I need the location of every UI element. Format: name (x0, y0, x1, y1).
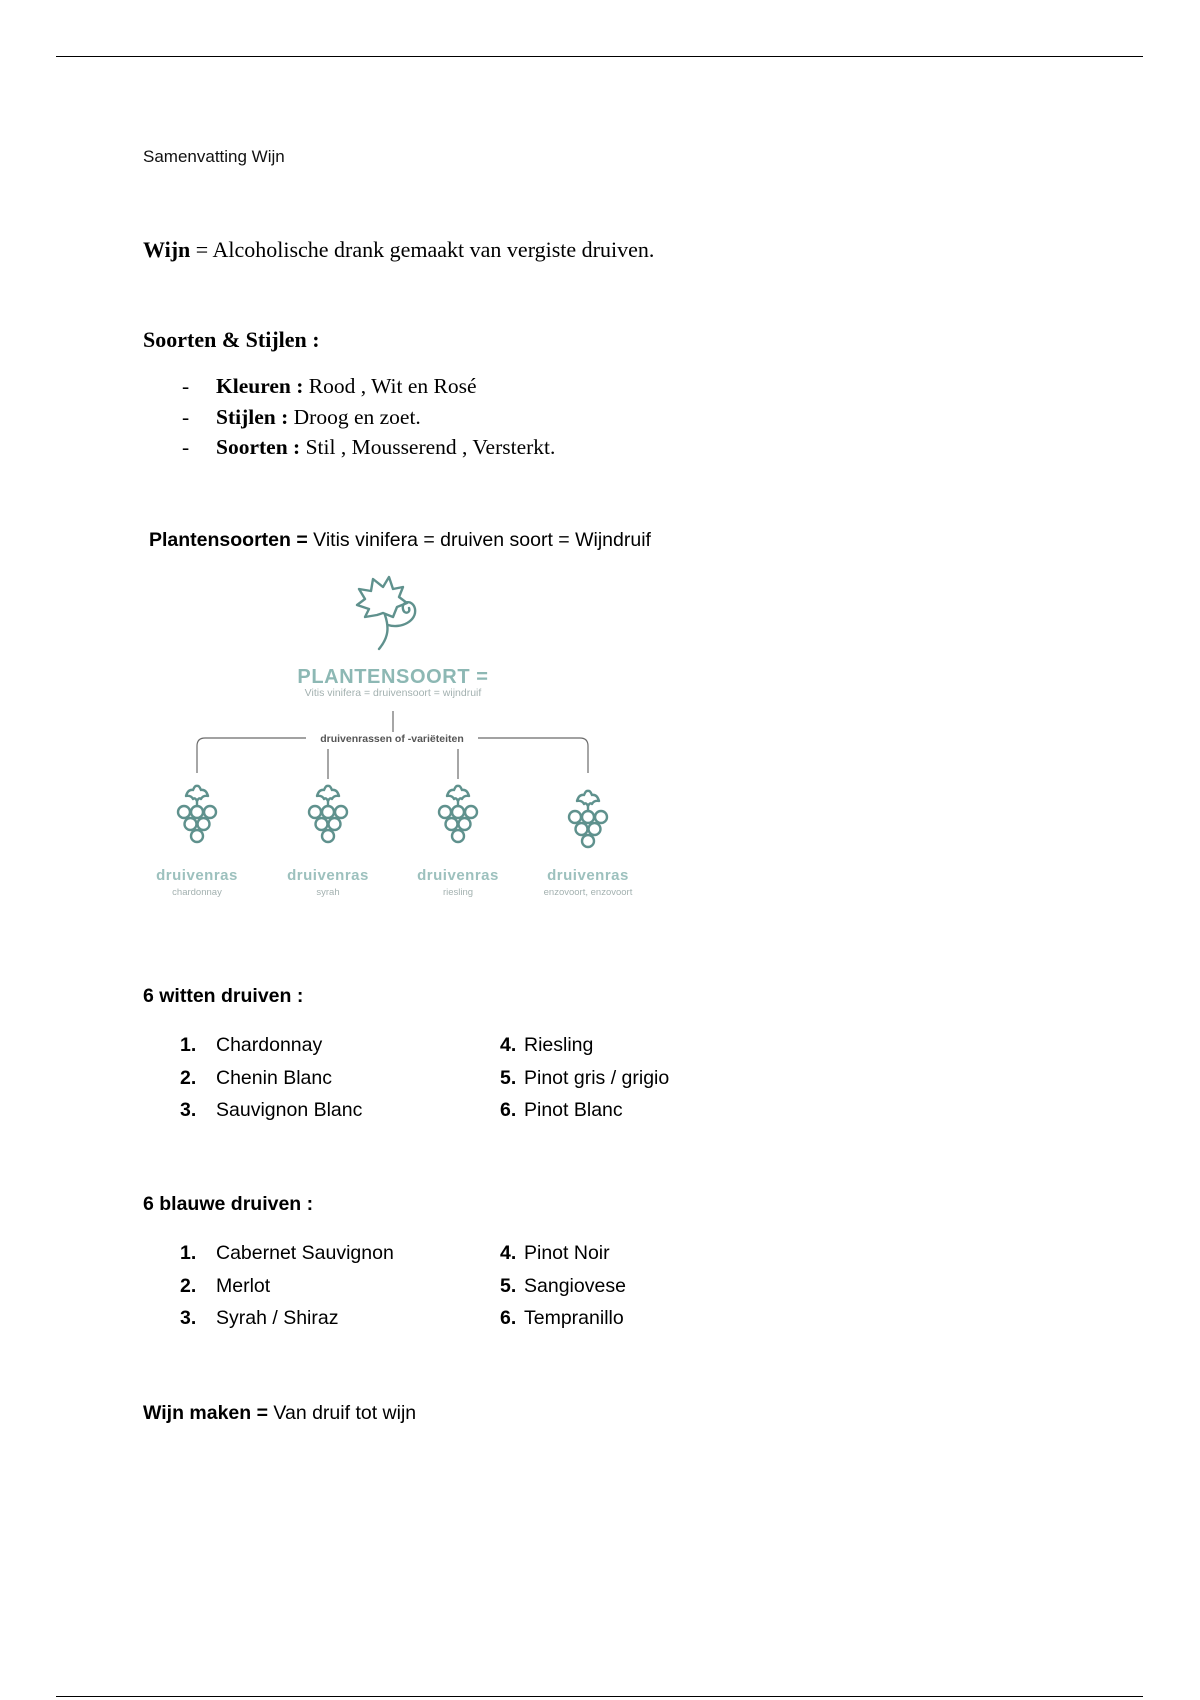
grape-bunch-icon (569, 791, 607, 847)
list-item-text: Droog en zoet. (293, 404, 421, 429)
list-number: 1. (180, 1034, 197, 1056)
blue-grapes-heading: 6 blauwe druiven : (143, 1193, 314, 1215)
list-number: 2. (180, 1066, 197, 1089)
list-item (180, 1237, 394, 1269)
list-item-label: Kleuren : (216, 374, 304, 398)
soorten-heading: Soorten & Stijlen : (143, 327, 320, 352)
list-number: 3. (180, 1099, 197, 1121)
diagram-title: PLANTENSOORT = (297, 666, 489, 688)
list-item-content (216, 371, 477, 402)
footer-rule (56, 1696, 1143, 1697)
connector-line (478, 738, 588, 773)
vine-leaf-icon (357, 577, 415, 649)
bullet-marker: - (182, 404, 190, 429)
variety-example: riesling (442, 887, 474, 898)
branch-label: druivenrassen of -variëteiten (320, 733, 464, 745)
list-item-content (216, 432, 555, 463)
list-number: 3. (180, 1307, 197, 1329)
list-item (500, 1270, 626, 1302)
list-item (0, 371, 700, 402)
list-item (180, 1270, 270, 1302)
list-item-label: Soorten : (216, 435, 301, 459)
variety-example: enzovoort, enzovoort (543, 887, 633, 898)
definition-term: Wijn (143, 237, 191, 262)
grape-name: Pinot Noir (524, 1242, 610, 1264)
list-number: 6. (500, 1099, 517, 1121)
list-item (0, 432, 700, 463)
grape-name: Pinot Blanc (524, 1099, 623, 1121)
variety-label: druivenras (417, 867, 499, 884)
grape-bunch-icon (178, 786, 216, 842)
plantensoorten-line (149, 528, 651, 552)
list-item-label: Stijlen : (216, 404, 289, 429)
list-item (180, 1094, 362, 1126)
white-grapes-list (0, 1029, 800, 1129)
list-item-content (216, 402, 421, 433)
connector-line (197, 738, 306, 773)
list-number: 4. (500, 1034, 517, 1056)
list-number: 4. (500, 1242, 517, 1264)
list-number: 5. (500, 1066, 517, 1089)
list-item-text: Rood , Wit en Rosé (308, 374, 477, 398)
plantensoorten-term: Plantensoorten = (149, 529, 308, 551)
list-item (180, 1029, 322, 1061)
wijn-maken-line (143, 1401, 416, 1425)
grape-name: Chenin Blanc (216, 1066, 332, 1089)
list-number: 5. (500, 1274, 517, 1297)
grape-name: Riesling (524, 1034, 594, 1056)
bullet-marker: - (182, 374, 190, 398)
grape-name: Pinot gris / grigio (524, 1066, 670, 1089)
plantensoorten-text: Vitis vinifera = druiven soort = Wijndruif (313, 529, 651, 551)
wijn-maken-term: Wijn maken = (143, 1402, 268, 1424)
list-item (0, 402, 700, 433)
grape-name: Sangiovese (524, 1274, 626, 1297)
grape-bunch-icon (439, 786, 477, 842)
white-grapes-heading: 6 witten druiven : (143, 985, 304, 1007)
bullet-marker: - (182, 435, 190, 459)
wijn-maken-text: Van druif tot wijn (273, 1402, 417, 1424)
list-item (180, 1302, 338, 1334)
grape-name: Syrah / Shiraz (216, 1307, 339, 1329)
list-item (180, 1062, 332, 1094)
list-item (500, 1237, 610, 1269)
list-number: 1. (180, 1242, 197, 1264)
grape-name: Cabernet Sauvignon (216, 1242, 394, 1264)
plantensoort-diagram (140, 570, 670, 910)
list-item (500, 1302, 624, 1334)
list-number: 2. (180, 1274, 197, 1297)
list-item-text: Stil , Mousserend , Versterkt. (305, 435, 556, 459)
list-item (500, 1029, 593, 1061)
wijn-definition (143, 237, 654, 263)
definition-text: = Alcoholische drank gemaakt van vergiste druiven. (195, 237, 655, 262)
grape-name: Tempranillo (524, 1307, 624, 1329)
grape-name: Sauvignon Blanc (216, 1099, 363, 1121)
variety-label: druivenras (287, 867, 369, 884)
header-rule (56, 56, 1143, 57)
grape-name: Chardonnay (216, 1034, 323, 1056)
variety-label: druivenras (156, 867, 238, 884)
variety-example: syrah (316, 887, 340, 898)
list-item (500, 1094, 623, 1126)
list-number: 6. (500, 1307, 517, 1329)
grape-name: Merlot (216, 1274, 271, 1297)
grape-bunch-icon (309, 786, 347, 842)
blue-grapes-list (0, 1237, 800, 1337)
diagram-subtitle: Vitis vinifera = druivensoort = wijndruif (304, 687, 482, 699)
variety-example: chardonnay (172, 887, 222, 898)
document-title: Samenvatting Wijn (143, 147, 285, 166)
list-item (500, 1062, 669, 1094)
variety-label: druivenras (547, 867, 629, 884)
